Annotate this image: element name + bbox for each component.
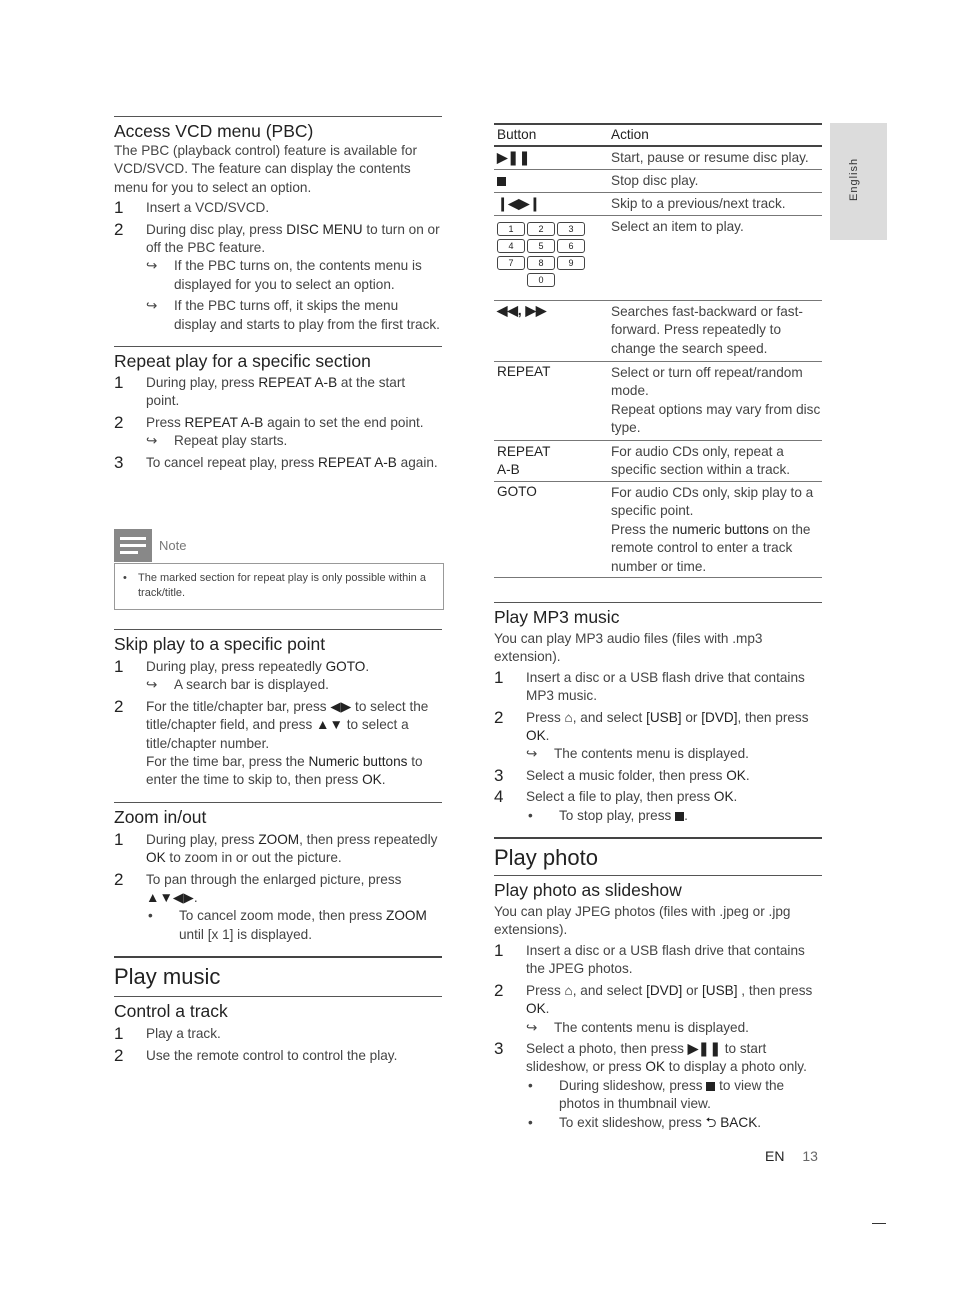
photo-step-1: 1 Insert a disc or a USB flash drive that contains the JPEG photos.: [494, 940, 805, 977]
numeric-keypad-icon: 1 2 3 4 5 6 7 8 9 0: [494, 218, 607, 300]
zoom-step-1: 1 During play, press ZOOM, then press repeatedly OK to zoom in or out the picture.: [114, 829, 438, 866]
play-photo-title: Play photo: [494, 837, 822, 873]
pbc-step-2: 2 During disc play, press DISC MENU to turn on or off the PBC feature.: [114, 219, 440, 256]
repeat-step-3: 3 To cancel repeat play, press REPEAT A-B again.: [114, 452, 438, 472]
table-header: Button Action: [494, 123, 822, 147]
photo-step-2: 2 Press ⌂, and select [DVD] or [USB] , then press OK.: [494, 980, 813, 1017]
table-row: GOTO For audio CDs only, skip play to a specific point. Press the numeric buttons on the remote control to enter a track number or time.: [494, 482, 822, 578]
result-arrow-icon: ↪: [526, 1019, 538, 1035]
pbc-intro: The PBC (playback control) feature is available for VCD/SVCD. The feature can display the contents menu for you to select an option.: [114, 143, 417, 195]
right-column: [494, 602, 822, 1132]
mp3-step-3: 3 Select a music folder, then press OK.: [494, 765, 750, 785]
language-tab-label: English: [848, 157, 860, 201]
left-column: [114, 116, 442, 472]
table-row: ◀◀, ▶▶ Searches fast-backward or fast-forward. Press repeatedly to change the search speed.: [494, 301, 822, 362]
mp3-bullet: • To stop play, press .: [528, 807, 688, 823]
mp3-step-2: 2 Press ⌂, and select [USB] or [DVD], then press OK.: [494, 707, 809, 744]
pbc-title: Access VCD menu (PBC): [114, 116, 442, 142]
stop-icon: [494, 170, 607, 192]
result-arrow-icon: ↪: [146, 677, 158, 693]
play-pause-icon: ▶❚❚: [497, 150, 531, 165]
table-row: Stop disc play.: [494, 170, 822, 193]
table-row: REPEAT Select or turn off repeat/random mode. Repeat options may vary from disc type.: [494, 362, 822, 441]
control-track-title: Control a track: [114, 996, 442, 1022]
repeat-title: Repeat play for a specific section: [114, 346, 442, 372]
mp3-step-1: 1 Insert a disc or a USB flash drive that contains MP3 music.: [494, 667, 805, 704]
photo-bullet-1: • During slideshow, press to view the photos in thumbnail view.: [528, 1077, 785, 1112]
previous-next-icon: ❙◀▶❙: [497, 196, 541, 211]
result-arrow-icon: ↪: [526, 746, 538, 762]
skip-result-1: ↪ A search bar is displayed.: [114, 676, 442, 694]
mp3-intro: You can play MP3 audio files (files with .mp3 extension).: [494, 631, 763, 665]
home-icon: ⌂: [564, 982, 573, 998]
mp3-step-4: 4 Select a file to play, then press OK.: [494, 787, 738, 807]
repeat-step-2: 2 Press REPEAT A-B again to set the end point.: [114, 412, 424, 432]
page-footer: [765, 1148, 818, 1164]
button-action-table: [494, 123, 822, 578]
note-box: • The marked section for repeat play is only possible within a track/title.: [114, 563, 444, 610]
table-row: 1 2 3 4 5 6 7 8 9 0 Select an item to play.: [494, 216, 822, 301]
stop-icon: [675, 812, 684, 821]
slideshow-title: Play photo as slideshow: [494, 875, 822, 901]
music-step-2: 2 Use the remote control to control the play.: [114, 1045, 398, 1065]
language-tab: [830, 123, 887, 240]
direction-icon: ▲▼◀▶: [146, 890, 194, 906]
rewind-forward-icon: ◀◀, ▶▶: [497, 303, 547, 318]
result-arrow-icon: ↪: [146, 258, 158, 274]
photo-intro: You can play JPEG photos (files with .jpeg or .jpg extensions).: [494, 904, 791, 938]
up-down-icon: ▲▼: [316, 717, 343, 733]
skip-step-2: 2 For the title/chapter bar, press ◀▶ to select the title/chapter field, and press ▲▼ to select a title/chapter number. For the time bar, press the Numeric buttons to enter the time to skip to, then press OK.: [114, 696, 429, 788]
table-row: REPEAT A-B For audio CDs only, repeat a specific section within a track.: [494, 441, 822, 482]
photo-result-1: ↪ The contents menu is displayed.: [494, 1019, 822, 1037]
skip-title: Skip play to a specific point: [114, 629, 442, 655]
play-pause-icon: ▶❚❚: [687, 1040, 721, 1056]
music-step-1: 1 Play a track.: [114, 1024, 221, 1044]
skip-step-1: 1 During play, press repeatedly GOTO.: [114, 657, 370, 676]
zoom-step-2: 2 To pan through the enlarged picture, press ▲▼◀▶.: [114, 869, 402, 906]
table-row: ❙◀▶❙ Skip to a previous/next track.: [494, 193, 822, 216]
zoom-bullet: • To cancel zoom mode, then press ZOOM until [x 1] is displayed.: [148, 908, 427, 942]
photo-step-3: 3 Select a photo, then press ▶❚❚ to start slideshow, or press OK to display a photo only.: [494, 1038, 807, 1075]
pbc-step-1: 1 Insert a VCD/SVCD.: [114, 198, 270, 218]
play-music-title: Play music: [114, 956, 442, 992]
repeat-result-1: ↪ Repeat play starts.: [114, 432, 442, 450]
pbc-result-2: ↪ If the PBC turns off, it skips the menu display and starts to play from the first track.: [146, 298, 440, 332]
pbc-result-1: ↪ If the PBC turns on, the contents menu is displayed for you to select an option.: [146, 258, 422, 292]
stop-icon: [706, 1082, 715, 1091]
back-icon: ⮌: [705, 1114, 717, 1130]
home-icon: ⌂: [564, 709, 573, 725]
mp3-result-1: ↪ The contents menu is displayed.: [494, 745, 822, 763]
note-icon: [114, 529, 152, 562]
left-column-lower: [114, 629, 442, 1065]
repeat-step-1: 1 During play, press REPEAT A-B at the start point.: [114, 373, 406, 409]
table-row: ▶❚❚ Start, pause or resume disc play.: [494, 147, 822, 170]
result-arrow-icon: ↪: [146, 433, 158, 449]
mp3-title: Play MP3 music: [494, 602, 822, 628]
photo-bullet-2: • To exit slideshow, press ⮌ BACK.: [528, 1114, 762, 1130]
zoom-title: Zoom in/out: [114, 802, 442, 828]
note-label: Note: [159, 538, 187, 553]
crop-mark: [872, 1223, 886, 1224]
result-arrow-icon: ↪: [146, 298, 158, 314]
left-right-icon: ◀▶: [330, 698, 352, 714]
note-text: The marked section for repeat play is only possible within a track/title.: [138, 572, 426, 599]
page-number: 13: [802, 1148, 818, 1164]
footer-language: EN: [765, 1148, 785, 1164]
